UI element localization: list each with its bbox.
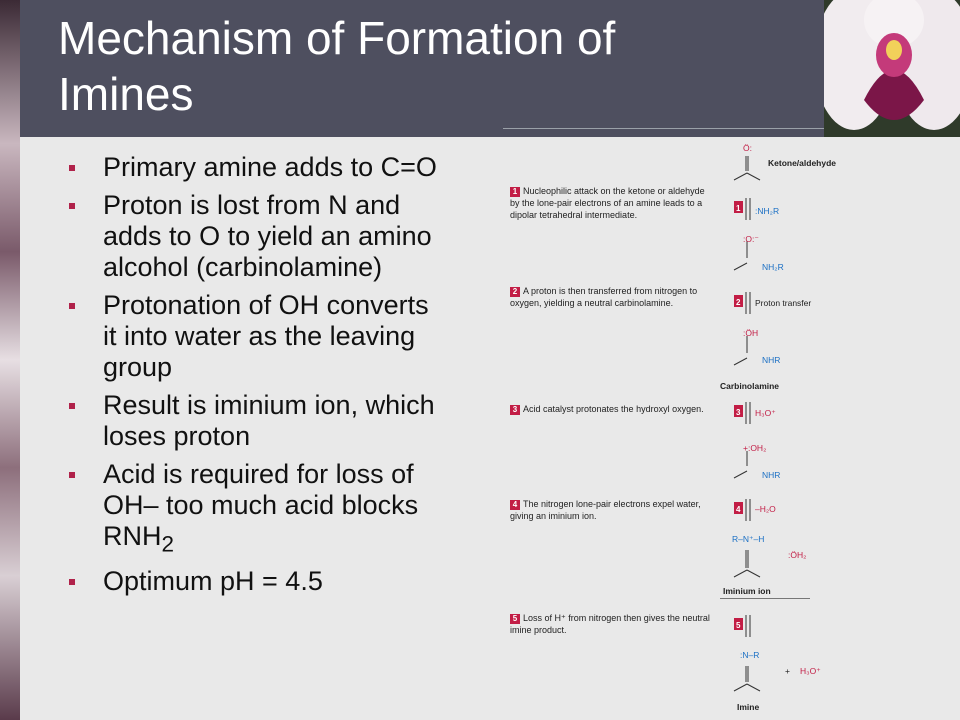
step-number: 4	[510, 500, 520, 510]
bullet-marker	[69, 165, 75, 171]
bullet-item	[58, 190, 438, 283]
bullet-text: Optimum pH = 4.5	[103, 566, 323, 597]
mechanism-diagram	[510, 138, 870, 718]
svg-text:1: 1	[736, 204, 741, 213]
hydroxyl-group: :ÖH	[743, 328, 759, 338]
step-text: Loss of H⁺ from nitrogen then gives the neutral imine product.	[510, 613, 710, 635]
step-text: The nitrogen lone-pair electrons expel water, giving an iminium ion.	[510, 499, 701, 521]
iminium-label: Iminium ion	[723, 586, 771, 596]
step-number: 5	[510, 614, 520, 624]
svg-text:3: 3	[736, 408, 741, 417]
orchid-graphic	[824, 0, 960, 137]
ammonium-group: NH₂R	[762, 262, 784, 272]
reagent-amine: :NH₂R	[755, 206, 780, 216]
bullet-marker	[69, 203, 75, 209]
bullet-item	[58, 459, 438, 559]
ketone-label: Ketone/aldehyde	[768, 158, 837, 168]
water-leaving-group: +:OH₂	[743, 443, 767, 453]
bullet-marker	[69, 472, 75, 478]
oxide-atom: :O:⁻	[743, 234, 759, 244]
step-5	[510, 612, 710, 636]
amine-group-2: NHR	[762, 470, 781, 480]
plus-sign: +	[785, 666, 790, 676]
step-1	[510, 185, 710, 221]
bullet-item	[58, 566, 438, 597]
bullet-list	[58, 152, 438, 604]
bullet-item	[58, 290, 438, 383]
hydronium-product: H₃O⁺	[800, 666, 821, 676]
bullet-text: Result is iminium ion, which loses proton	[103, 390, 435, 451]
bullet-marker	[69, 303, 75, 309]
step-text: A proton is then transferred from nitrogen to oxygen, yielding a neutral carbinolamine.	[510, 286, 698, 308]
bullet-text: Protonation of OH converts it into water as the leaving group	[103, 290, 429, 382]
bullet-marker	[69, 403, 75, 409]
water-product: :ÖH₂	[788, 550, 807, 560]
left-decorative-strip	[0, 0, 20, 720]
step-number: 2	[510, 287, 520, 297]
step-4	[510, 498, 710, 522]
carbinolamine-label: Carbinolamine	[720, 381, 780, 391]
bullet-item	[58, 390, 438, 452]
divider-line	[503, 128, 824, 129]
step-2	[510, 285, 710, 309]
svg-text:2: 2	[736, 298, 741, 307]
oxygen-atom: Ö:	[743, 143, 752, 153]
bracket-line	[720, 598, 810, 599]
subscript: 2	[161, 531, 175, 557]
reagent-water-loss: –H₂O	[755, 504, 776, 514]
svg-text:4: 4	[736, 505, 741, 514]
reagent-acid: H₃O⁺	[755, 408, 776, 418]
bullet-text: Acid is required for loss of OH– too much acid blocks RNH	[103, 459, 419, 551]
bullet-item	[58, 152, 438, 183]
slide-title: Mechanism of Formation of Imines	[58, 12, 616, 120]
orchid-image	[824, 0, 960, 137]
bullet-text: Primary amine adds to C=O	[103, 152, 437, 182]
imine-nitrogen: :N–R	[740, 650, 760, 660]
reagent-proton-transfer: Proton transfer	[755, 298, 812, 308]
amine-group: NHR	[762, 355, 781, 365]
step-text: Acid catalyst protonates the hydroxyl oxygen.	[523, 404, 704, 414]
reaction-arrows	[720, 138, 870, 718]
bullet-marker	[69, 579, 75, 585]
bullet-text: Proton is lost from N and adds to O to yield an amino alcohol (carbinolamine)	[103, 190, 432, 282]
imine-label: Imine	[737, 702, 760, 712]
svg-text:5: 5	[736, 621, 741, 630]
step-number: 3	[510, 405, 520, 415]
step-3	[510, 403, 710, 415]
step-text: Nucleophilic attack on the ketone or aldehyde by the lone-pair electrons of an amine leads to a dipolar tetrahedral intermediate.	[510, 186, 705, 220]
step-number: 1	[510, 187, 520, 197]
iminium-nitrogen: R–N⁺–H	[732, 534, 765, 544]
